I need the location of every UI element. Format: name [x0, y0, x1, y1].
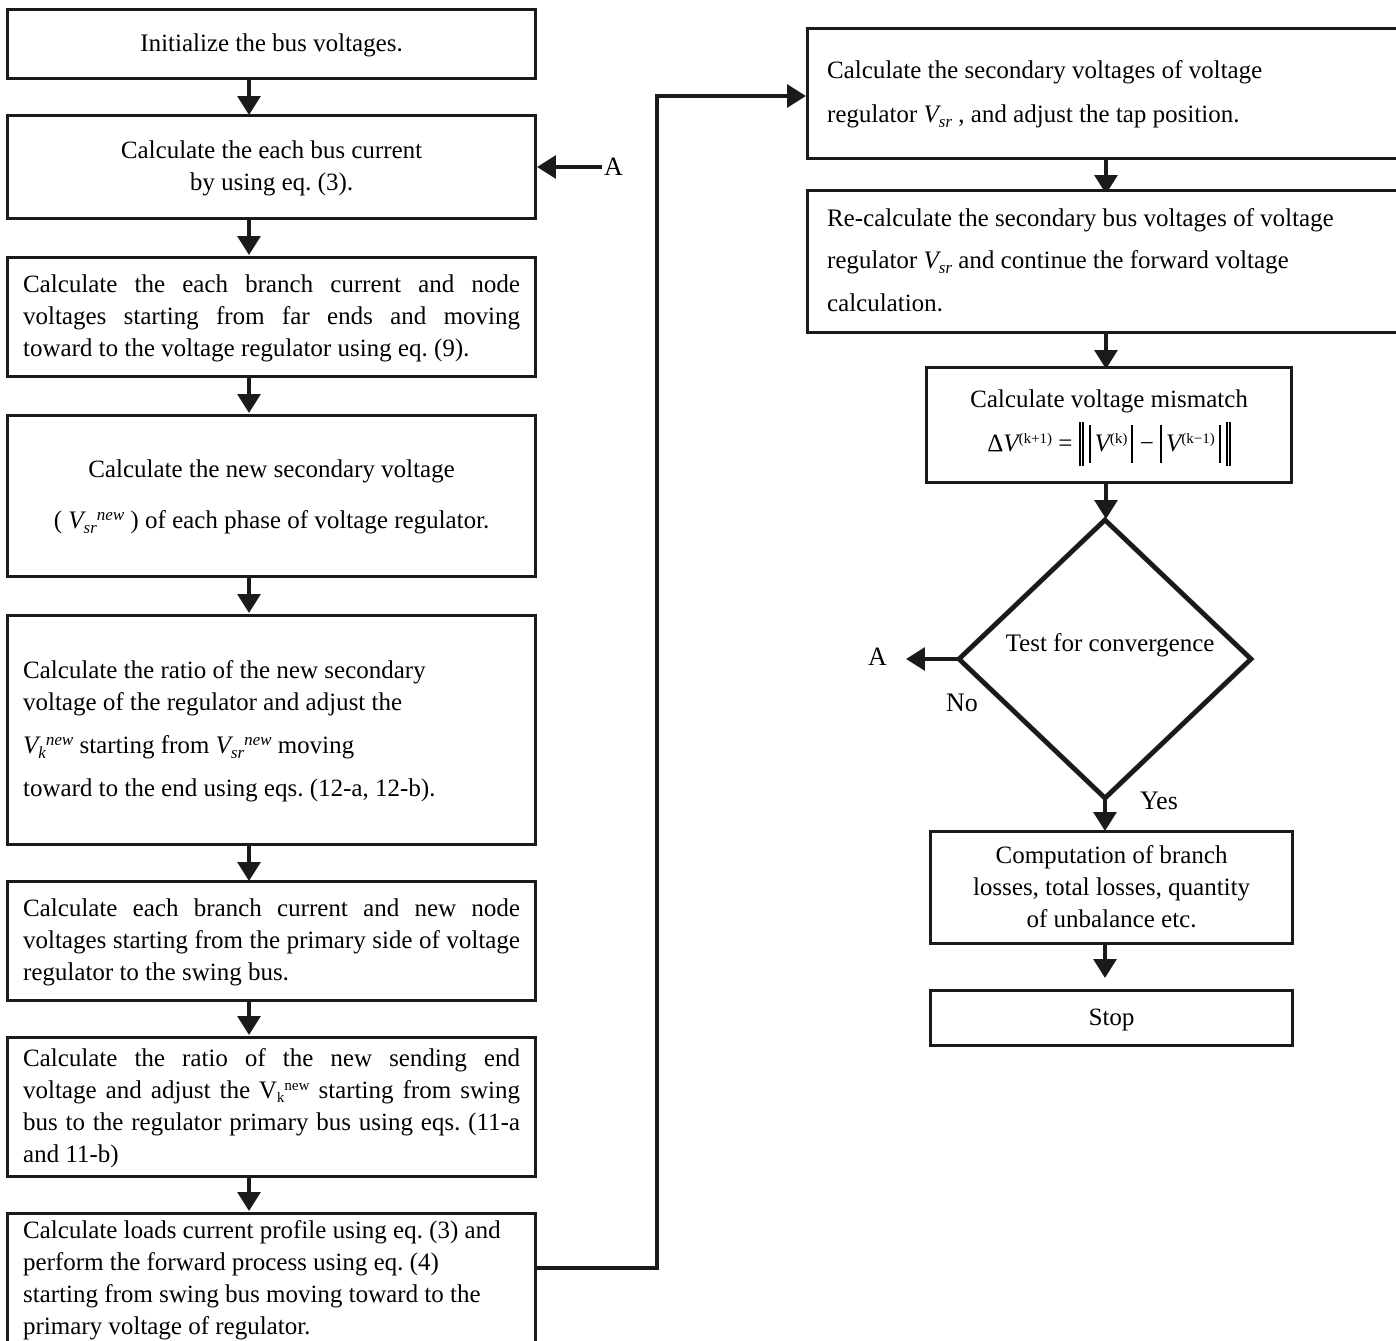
math-sub-sr: sr [938, 257, 952, 277]
connector-label-a-out: A [868, 642, 887, 671]
sending-end-part1: Calculate the ratio of the new sending end voltage and adjust the [23, 1044, 520, 1104]
node-bus-current[interactable] [6, 114, 537, 220]
node-secondary-voltages-tap-line2 [827, 99, 1385, 133]
node-ratio-new-secondary[interactable] [6, 614, 537, 846]
node-computation-losses-line1: Computation of branch [995, 841, 1228, 869]
math-var-V: V [1003, 430, 1019, 458]
node-bus-current-line2: by using eq. (3). [189, 169, 354, 196]
math-sup-new: new [244, 729, 272, 749]
arrow-down-icon [237, 96, 261, 115]
node-computation-losses-line3: of unbalance etc. [1026, 905, 1197, 933]
feedback-line-vertical [655, 94, 659, 1270]
arrow-down-icon [237, 394, 261, 413]
forward-voltage-suffix: and continue the forward voltage [952, 246, 1289, 274]
math-sub-k: k [276, 1089, 285, 1106]
math-delta: Δ [987, 430, 1004, 458]
arrow-down-icon [237, 1192, 261, 1211]
node-voltage-mismatch-title: Calculate voltage mismatch [970, 386, 1248, 414]
math-var-V: V [923, 100, 939, 128]
node-ratio-new-secondary-line4: toward to the end using eqs. (12-a, 12-b). [23, 775, 436, 803]
node-branch-current-node-voltages[interactable] [6, 256, 537, 378]
node-branch-current-primary-side[interactable] [6, 880, 537, 1002]
math-sup-k: (k) [1109, 430, 1128, 447]
math-minus: − [1133, 430, 1161, 458]
connector-no-branch-line [925, 657, 963, 661]
arrow-left-icon [906, 647, 925, 671]
sending-end-part2: starting from swing bus to the regulator primary bus using eqs. (11-a and 11-b) [23, 1076, 520, 1169]
math-sup-new: new [45, 729, 74, 749]
decision-no-label: No [946, 688, 978, 717]
arrow-left-icon [537, 155, 556, 179]
node-new-secondary-voltage-line1: Calculate the new secondary voltage [88, 455, 455, 483]
node-bus-current-line1: Calculate the each bus current [120, 137, 423, 164]
arrow-down-icon [237, 236, 261, 255]
node-secondary-voltages-tap[interactable] [806, 27, 1396, 160]
math-var-V: V [923, 246, 939, 274]
math-abs-1 [1089, 425, 1134, 463]
math-sub-k: k [38, 742, 46, 762]
math-var-V-k: V [23, 731, 39, 759]
node-secondary-voltages-tap-line1: Calculate the secondary voltages of voltage [827, 56, 1263, 84]
math-sup-new: new [284, 1077, 310, 1094]
decision-test-for-convergence[interactable] [955, 516, 1255, 802]
node-stop-label: Stop [1088, 1004, 1135, 1031]
node-ratio-new-secondary-line1: Calculate the ratio of the new secondary [23, 656, 426, 684]
node-voltage-mismatch[interactable] [925, 366, 1293, 484]
node-ratio-new-secondary-line3 [23, 729, 520, 764]
math-abs-2 [1160, 425, 1221, 463]
node-new-secondary-voltage-suffix: ) of each phase of voltage regulator. [124, 506, 490, 534]
node-computation-losses-line2: losses, total losses, quantity [972, 873, 1251, 901]
node-ratio-sending-end-label [9, 1043, 534, 1172]
node-stop[interactable] [929, 989, 1294, 1047]
node-new-secondary-voltage-line2 [19, 504, 524, 539]
math-var-V-k: V [258, 1076, 277, 1104]
ratio-line3-mid: starting from [73, 731, 216, 759]
math-equals: = [1052, 430, 1079, 458]
node-initialize-label: Initialize the bus voltages. [140, 30, 403, 57]
node-recalculate-secondary-line3: calculation. [827, 290, 943, 318]
arrow-down-icon [1093, 959, 1117, 978]
node-ratio-sending-end[interactable] [6, 1036, 537, 1178]
arrow-down-icon [237, 594, 261, 613]
node-ratio-new-secondary-line2: voltage of the regulator and adjust the [23, 688, 403, 716]
math-var-V: V [1094, 430, 1110, 458]
node-loads-current-profile-label: Calculate loads current profile using eq. (3) and perform the forward process using eq. (4) starting from swing bus moving toward to the primary voltage of regulator. [23, 1216, 501, 1340]
node-branch-current-node-voltages-label: Calculate the each branch current and node voltages starting from far ends and moving toward to the voltage regulator using eq. (9). [23, 271, 520, 362]
math-sup-k-minus-1: (k−1) [1181, 430, 1215, 447]
connector-label-a-in: A [604, 152, 623, 181]
node-recalculate-secondary[interactable] [806, 189, 1396, 334]
arrow-down-icon [237, 1016, 261, 1035]
math-sub-sr: sr [83, 517, 97, 537]
math-sup-new: new [96, 504, 125, 524]
paren-open: ( [53, 506, 69, 534]
node-initialize[interactable] [6, 8, 537, 80]
node-loads-current-profile[interactable] [6, 1212, 537, 1341]
node-voltage-mismatch-formula [936, 422, 1282, 466]
decision-label: Test for convergence [1005, 630, 1215, 657]
feedback-line-horizontal-bottom [537, 1266, 659, 1270]
math-var-V-sr: V [215, 731, 231, 759]
math-sub-sr: sr [230, 742, 245, 762]
node-new-secondary-voltage[interactable] [6, 414, 537, 578]
connector-a-return-line [556, 165, 602, 169]
feedback-line-horizontal-top [655, 94, 789, 98]
node-branch-current-primary-side-label: Calculate each branch current and new node voltages starting from the primary side of voltage regulator to the swing bus. [23, 895, 520, 986]
arrow-down-icon [237, 862, 261, 881]
regulator-prefix: regulator [827, 100, 924, 128]
node-recalculate-secondary-line1: Re-calculate the secondary bus voltages of voltage [827, 204, 1334, 232]
arrow-right-icon [787, 84, 806, 108]
node-computation-losses[interactable] [929, 830, 1294, 945]
math-sub-sr: sr [938, 111, 952, 131]
diamond-shape-icon [955, 516, 1255, 802]
math-double-norm [1079, 422, 1231, 466]
arrow-down-icon [1093, 812, 1117, 831]
math-var-V: V [1166, 430, 1182, 458]
node-recalculate-secondary-line2 [827, 245, 1385, 279]
math-var-V: V [68, 506, 84, 534]
tap-position-suffix: , and adjust the tap position. [952, 100, 1240, 128]
ratio-line3-end: moving [271, 731, 355, 759]
math-sup-k-plus-1: (k+1) [1018, 430, 1053, 447]
decision-yes-label: Yes [1140, 786, 1178, 815]
regulator-prefix: regulator [827, 246, 924, 274]
